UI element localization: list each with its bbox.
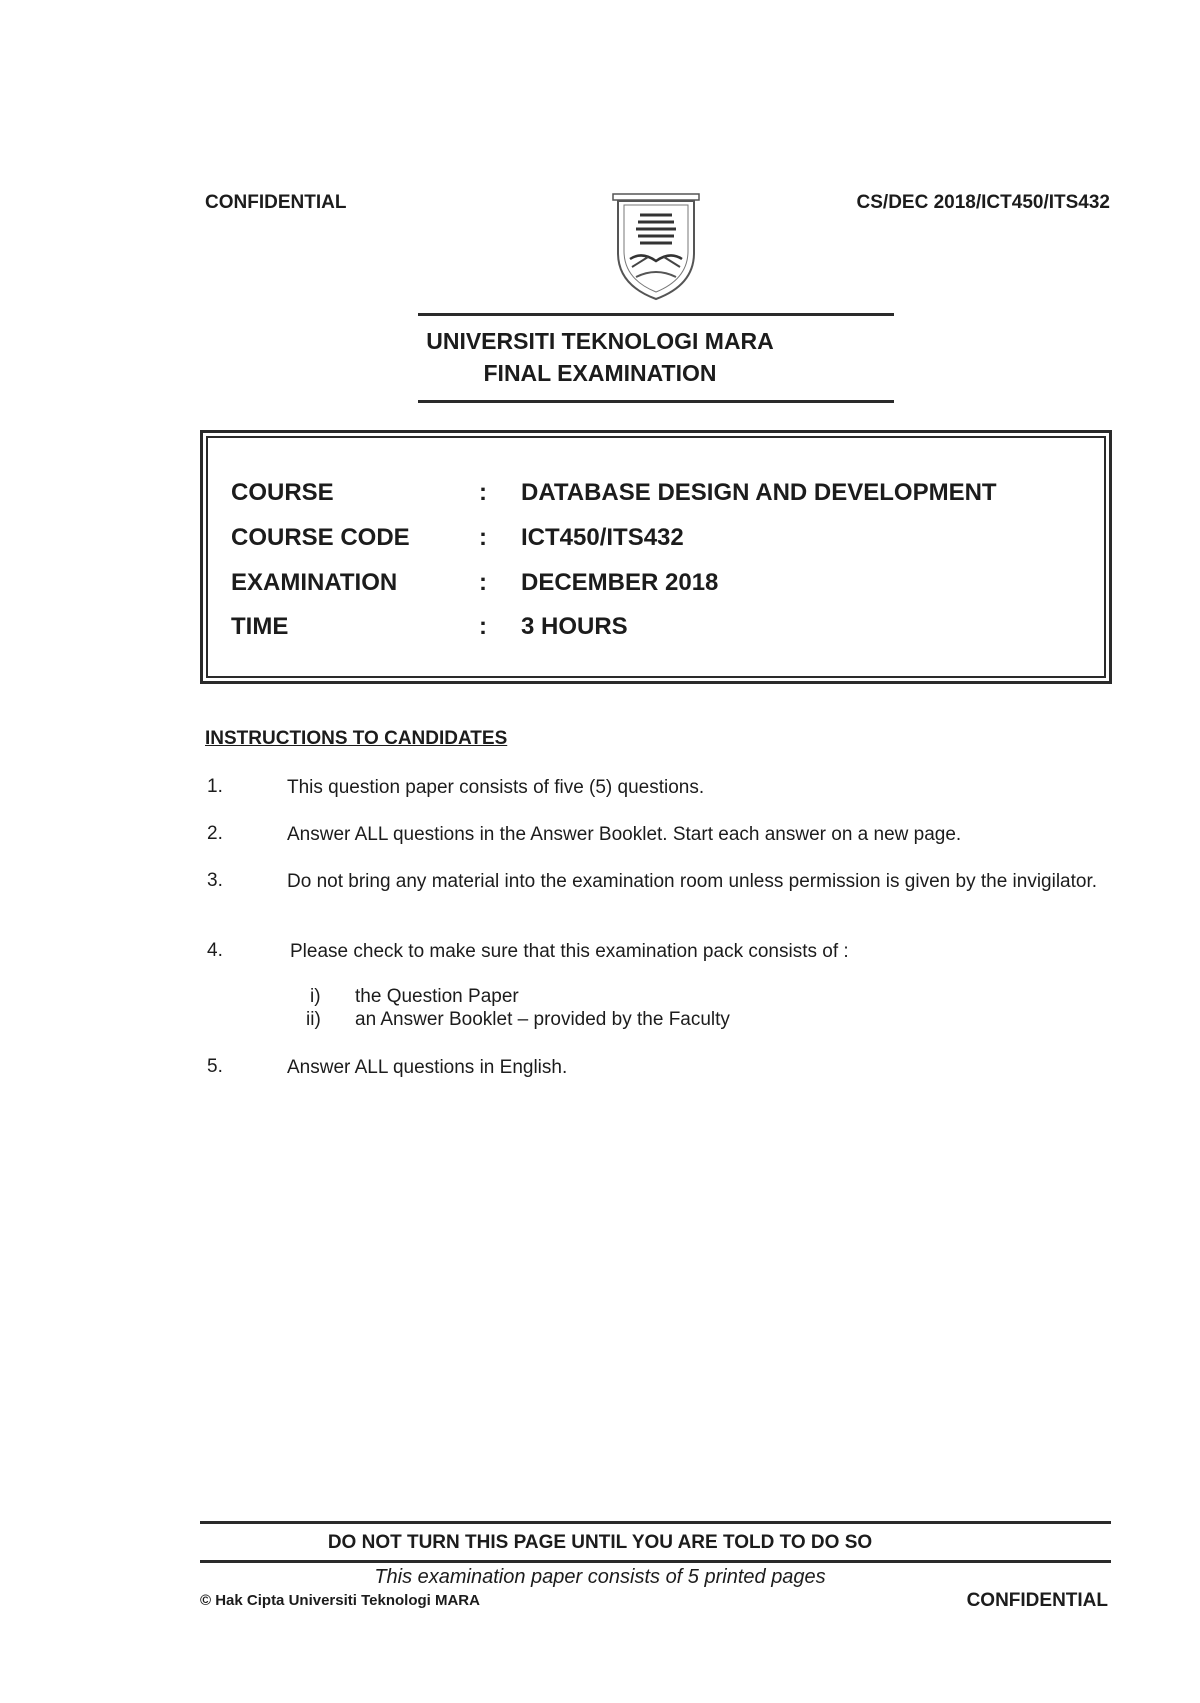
instruction-text: This question paper consists of five (5) questions. [287,777,705,798]
sub-item-text: an Answer Booklet – provided by the Faculty [355,1009,730,1030]
title-top-rule [418,313,894,316]
title-bottom-rule [418,400,894,403]
page-count-note: This examination paper consists of 5 printed pages [374,1566,826,1588]
time-colon: : [479,613,487,640]
course-code-colon: : [479,524,487,551]
instruction-number: 5. [207,1056,223,1077]
instruction-text: Do not bring any material into the examination room unless permission is given by the invigilator. [287,871,1098,892]
instruction-number: 4. [207,940,223,961]
sub-item-number: ii) [306,1009,321,1030]
instruction-text: Answer ALL questions in the Answer Booklet. Start each answer on a new page. [287,824,962,845]
examination-label: EXAMINATION [231,569,398,596]
course-info-box [200,430,1112,684]
footer-confidential: CONFIDENTIAL [966,1590,1108,1611]
instruction-text: Answer ALL questions in English. [287,1057,568,1078]
footer-bottom-rule [200,1560,1111,1563]
copyright-notice: © Hak Cipta Universiti Teknologi MARA [200,1592,480,1609]
instructions-title: INSTRUCTIONS TO CANDIDATES [205,728,508,749]
sub-item-text: the Question Paper [355,986,519,1007]
header-paper-code: CS/DEC 2018/ICT450/ITS432 [856,192,1110,213]
exam-title: FINAL EXAMINATION [483,360,717,386]
instruction-text: Please check to make sure that this examination pack consists of : [290,941,849,962]
time-label: TIME [231,613,289,640]
course-code-value: ICT450/ITS432 [521,524,684,551]
uitm-crest-icon [612,193,700,303]
time-value: 3 HOURS [521,613,628,640]
header-confidential: CONFIDENTIAL [205,192,347,213]
examination-value: DECEMBER 2018 [521,569,719,596]
do-not-turn-warning: DO NOT TURN THIS PAGE UNTIL YOU ARE TOLD TO DO SO [327,1532,873,1553]
footer-top-rule [200,1521,1111,1524]
instruction-number: 2. [207,823,223,844]
course-label: COURSE [231,479,334,506]
course-value: DATABASE DESIGN AND DEVELOPMENT [521,479,997,506]
course-code-label: COURSE CODE [231,524,410,551]
examination-colon: : [479,569,487,596]
instruction-number: 1. [207,776,223,797]
sub-item-number: i) [310,986,321,1007]
instruction-number: 3. [207,870,223,891]
university-name: UNIVERSITI TEKNOLOGI MARA [426,328,774,354]
course-colon: : [479,479,487,506]
